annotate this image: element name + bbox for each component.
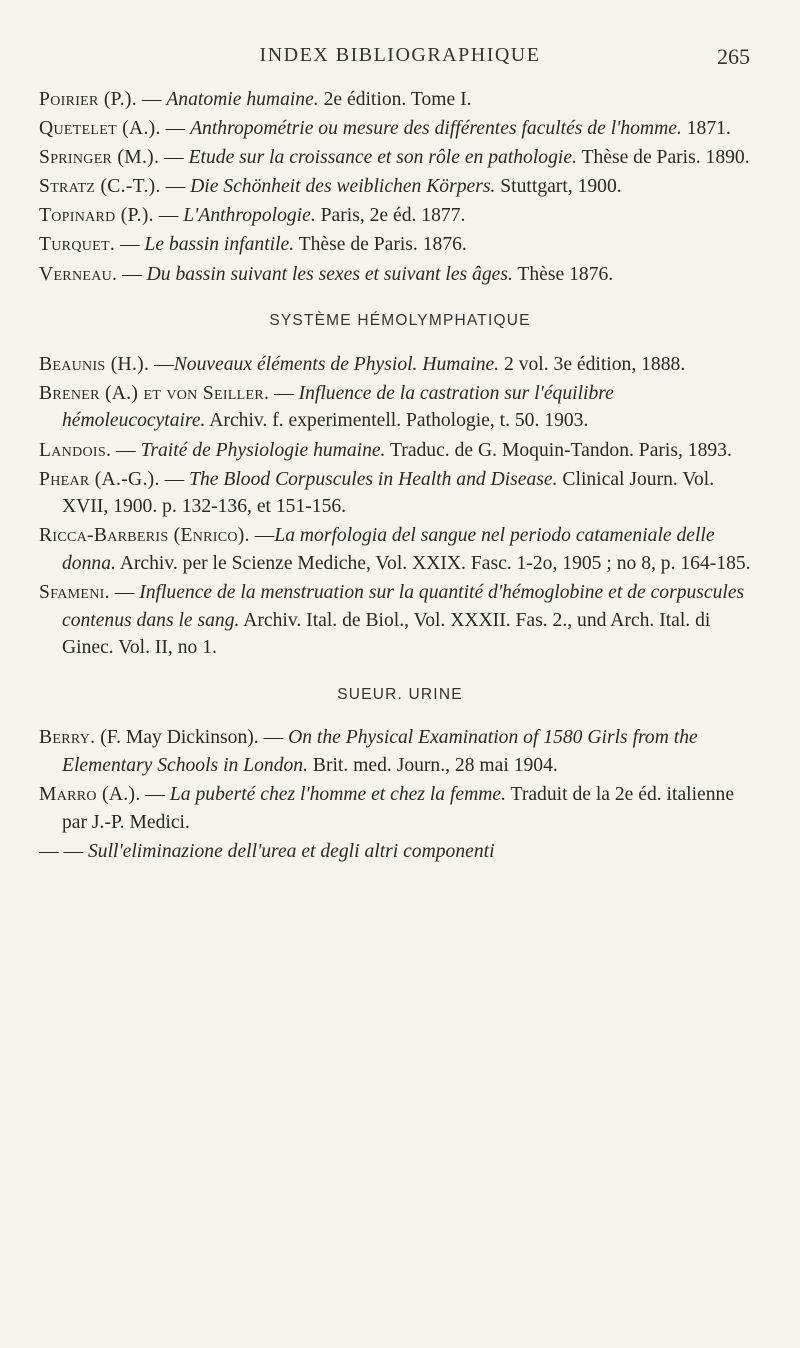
entry-details: Archiv. f. experimentell. Pathologie, t. 50. 1903. [205, 410, 589, 432]
section-heading: SUEUR. URINE [337, 685, 463, 703]
entry-author: Stratz (C.-T.). [39, 176, 161, 198]
entry-separator: — [117, 263, 147, 285]
bibliography-entry [39, 579, 761, 662]
entry-separator: — [160, 118, 191, 140]
entry-author: Turquet. [39, 234, 116, 256]
entry-author: Beaunis (H.). [39, 353, 150, 375]
bibliography-entry [39, 351, 761, 379]
bibliography-entry [39, 522, 761, 577]
entry-details: Clinical Journ. Vol. XVII, 1900. p. 132-136, et 151-156. [62, 468, 715, 518]
entry-title: Etude sur la croissance et son rôle en pathologie. [188, 147, 577, 169]
entry-author: Poirier (P.). [39, 89, 137, 110]
entry-author: Ricca-Barberis (Enrico). [39, 525, 250, 547]
entry-title: L'Anthropologie. [183, 205, 316, 227]
entry-details: Stuttgart, 1900. [495, 176, 622, 198]
bibliography-section-anatomy [39, 86, 761, 288]
entry-separator: — [153, 205, 184, 227]
entry-separator: — [269, 382, 299, 404]
entry-separator: (F. May Dickinson). — [95, 727, 289, 749]
entry-author: Sfameni. [39, 582, 110, 603]
bibliography-entry [39, 380, 761, 435]
entry-author: Springer (M.). [39, 147, 160, 169]
entry-title: On the Physical Examination of 1580 Girls from the Elementary Schools in London. [62, 727, 698, 776]
bibliography-entry [39, 261, 761, 289]
entry-title: Anthropométrie ou mesure des différentes facultés de l'homme. [190, 118, 682, 140]
bibliography-entry [39, 86, 761, 114]
bibliography-entry [39, 724, 761, 779]
bibliography-entry [39, 466, 761, 521]
entry-title: Influence de la castration sur l'équilibre hémoleucocytaire. [62, 382, 614, 432]
page-number: 265 [717, 44, 750, 69]
bibliography-entry [39, 173, 761, 201]
entry-separator: — [159, 468, 190, 490]
entry-separator: — [249, 525, 275, 547]
entry-author: Marro (A.). [39, 784, 141, 806]
entry-details: Traduit de la 2e éd. italienne par J.-P. Medici. [62, 784, 735, 833]
bibliography-content [39, 86, 761, 867]
entry-title: Die Schönheit des weiblichen Körpers. [190, 176, 496, 198]
bibliography-entry [39, 115, 761, 143]
bibliography-entry [39, 202, 761, 230]
entry-title: Anatomie humaine. [166, 89, 319, 110]
entry-details: Archiv. Ital. de Biol., Vol. XXXII. Fas. 2., und Arch. Ital. di Ginec. Vol. II, no 1. [62, 609, 711, 659]
entry-details: 2e édition. Tome I. [318, 89, 472, 110]
section-heading: SYSTÈME HÉMOLYMPHATIQUE [269, 312, 531, 330]
entry-details: Brit. med. Journ., 28 mai 1904. [307, 754, 558, 776]
entry-title: La puberté chez l'homme et chez la femme. [169, 784, 507, 806]
bibliography-entry [39, 231, 761, 259]
bibliography-entry [39, 838, 761, 866]
running-title: INDEX BIBLIOGRAPHIQUE [259, 44, 541, 66]
entry-separator: — [140, 784, 170, 806]
entry-title: Le bassin infantile. [144, 234, 295, 256]
entry-author: Quetelet (A.). [39, 118, 161, 140]
entry-author: Brener (A.) et von Seiller. [39, 382, 270, 404]
entry-separator: — — [39, 840, 88, 862]
entry-separator: — [159, 147, 189, 169]
bibliography-entry [39, 144, 761, 172]
entry-separator: — [149, 353, 174, 375]
bibliography-entry [39, 437, 761, 465]
entry-separator: — [111, 439, 141, 461]
page-header [0, 44, 800, 74]
entry-title: The Blood Corpuscules in Health and Disease. [189, 468, 558, 490]
entry-title: Du bassin suivant les sexes et suivant les âges. [146, 263, 513, 285]
entry-details: Thèse de Paris. 1890. [576, 147, 750, 169]
bibliography-section-hemolymphatic [39, 307, 761, 662]
entry-details: 2 vol. 3e édition, 1888. [499, 353, 686, 375]
entry-details: 1871. [681, 118, 731, 140]
entry-separator: — [160, 176, 191, 198]
entry-separator: — [109, 582, 140, 603]
entry-title: Traité de Physiologie humaine. [140, 439, 386, 461]
entry-details: Thèse de Paris. 1876. [294, 234, 467, 256]
bibliography-entry [39, 781, 761, 836]
entry-author: Phear (A.-G.). [39, 468, 160, 490]
entry-author: Berry. [39, 727, 96, 749]
entry-details: Thèse 1876. [512, 263, 614, 285]
entry-title: Influence de la menstruation sur la quantité d'hémoglobine et de corpuscules contenus dans le sang. [62, 582, 745, 631]
bibliography-section-sweat-urine [39, 681, 761, 866]
entry-title: Nouveaux éléments de Physiol. Humaine. [173, 353, 500, 375]
entry-details: Archiv. per le Scienze Mediche, Vol. XXIX. Fasc. 1-2o, 1905 ; no 8, p. 164-185. [115, 552, 751, 574]
entry-title: La morfologia del sangue nel periodo catameniale delle donna. [62, 525, 715, 574]
entry-author: Verneau. [39, 263, 118, 285]
entry-separator: — [115, 234, 145, 256]
entry-author: Landois. [39, 439, 112, 461]
entry-details: Traduc. de G. Moquin-Tandon. Paris, 1893. [385, 439, 732, 461]
entry-title: Sull'eliminazione dell'urea et degli altri componenti [87, 840, 495, 862]
entry-separator: — [136, 89, 167, 110]
entry-details: Paris, 2e éd. 1877. [315, 205, 466, 227]
entry-author: Topinard (P.). [39, 205, 154, 227]
